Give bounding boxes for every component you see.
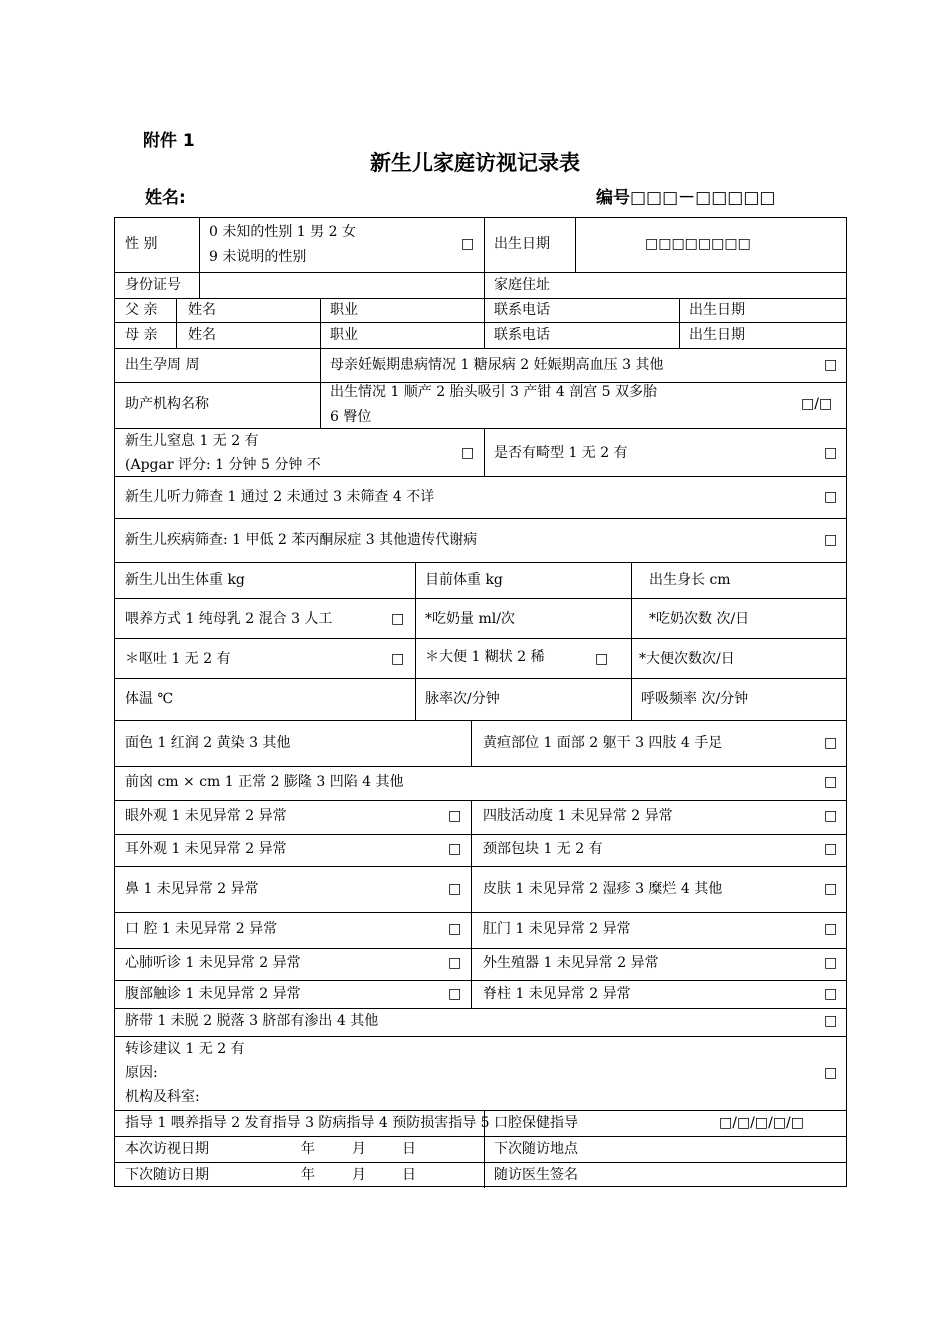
- deformity-checkbox[interactable]: □: [824, 445, 838, 461]
- birth-weight-label: 新生儿出生体重 kg: [125, 572, 245, 588]
- milk-times-label: *吃奶次数 次/日: [649, 611, 750, 627]
- feeding-label: 喂养方式 1 纯母乳 2 混合 3 人工: [125, 611, 333, 627]
- mouth-label: 口 腔 1 未见异常 2 异常: [125, 921, 278, 937]
- father-label: 父 亲: [125, 302, 158, 318]
- limbs-checkbox[interactable]: □: [824, 808, 838, 824]
- skin-checkbox[interactable]: □: [824, 881, 838, 897]
- complexion-label: 面色 1 红润 2 黄染 3 其他: [125, 735, 291, 751]
- mother-name: 姓名: [188, 327, 216, 343]
- genitals-checkbox[interactable]: □: [824, 955, 838, 971]
- maternal-disease-checkbox[interactable]: □: [824, 357, 838, 373]
- maternal-disease: 母亲妊娠期患病情况 1 糖尿病 2 妊娠期高血压 3 其他: [330, 357, 664, 373]
- next-place-label: 下次随访地点: [494, 1141, 578, 1157]
- gender-options-2: 9 未说明的性别: [209, 249, 307, 265]
- vomit-label: ＊呕吐 1 无 2 有: [125, 651, 231, 667]
- next-day: 日: [402, 1167, 416, 1183]
- birth-length-label: 出生身长 cm: [649, 572, 731, 588]
- birth-date-boxes[interactable]: □□□□□□□□: [645, 236, 751, 252]
- visit-day: 日: [402, 1141, 416, 1157]
- doctor-sign-label: 随访医生签名: [494, 1167, 578, 1183]
- next-year: 年: [301, 1167, 315, 1183]
- gender-checkbox[interactable]: □: [461, 236, 475, 252]
- heart-lung-label: 心肺听诊 1 未见异常 2 异常: [125, 955, 301, 971]
- jaundice-label: 黄疸部位 1 面部 2 躯干 3 四肢 4 手足: [483, 735, 723, 751]
- attachment-label: 附件 1: [143, 131, 195, 151]
- neck-checkbox[interactable]: □: [824, 841, 838, 857]
- birth-date-label: 出生日期: [494, 236, 550, 252]
- gender-label: 性 别: [125, 236, 158, 252]
- neck-label: 颈部包块 1 无 2 有: [483, 841, 603, 857]
- father-name: 姓名: [188, 302, 216, 318]
- birth-condition: 出生情况 1 顺产 2 胎头吸引 3 产钳 4 剖宫 5 双多胎: [330, 384, 658, 400]
- disease-screen-checkbox[interactable]: □: [824, 532, 838, 548]
- name-label: 姓名:: [145, 188, 186, 208]
- mother-label: 母 亲: [125, 327, 158, 343]
- stool-label: ＊大便 1 糊状 2 稀: [425, 649, 545, 665]
- jaundice-checkbox[interactable]: □: [824, 735, 838, 751]
- skin-label: 皮肤 1 未见异常 2 湿疹 3 糜烂 4 其他: [483, 881, 723, 897]
- heart-lung-checkbox[interactable]: □: [448, 955, 462, 971]
- father-birth: 出生日期: [689, 302, 745, 318]
- id-label: 身份证号: [125, 277, 181, 293]
- mother-birth: 出生日期: [689, 327, 745, 343]
- nose-checkbox[interactable]: □: [448, 881, 462, 897]
- visit-month: 月: [352, 1141, 366, 1157]
- ear-label: 耳外观 1 未见异常 2 异常: [125, 841, 287, 857]
- abdomen-label: 腹部触诊 1 未见异常 2 异常: [125, 986, 301, 1002]
- birth-condition-checkbox[interactable]: □/□: [801, 396, 833, 412]
- referral-institution: 机构及科室:: [125, 1089, 200, 1105]
- next-month: 月: [352, 1167, 366, 1183]
- visit-date-label: 本次访视日期: [125, 1141, 209, 1157]
- referral-label: 转诊建议 1 无 2 有: [125, 1041, 245, 1057]
- umbilical-label: 脐带 1 未脱 2 脱落 3 脐部有渗出 4 其他: [125, 1013, 379, 1029]
- respiration-label: 呼吸频率 次/分钟: [641, 691, 749, 707]
- address-label: 家庭住址: [494, 277, 550, 293]
- anus-checkbox[interactable]: □: [824, 921, 838, 937]
- umbilical-checkbox[interactable]: □: [824, 1013, 838, 1029]
- mother-phone: 联系电话: [494, 327, 550, 343]
- asphyxia-checkbox[interactable]: □: [461, 445, 475, 461]
- apgar-score: (Apgar 评分: 1 分钟 5 分钟 不: [125, 457, 321, 473]
- milk-amount-label: *吃奶量 ml/次: [425, 611, 515, 627]
- father-phone: 联系电话: [494, 302, 550, 318]
- limbs-label: 四肢活动度 1 未见异常 2 异常: [483, 808, 673, 824]
- page-title: 新生儿家庭访视记录表: [370, 151, 580, 175]
- temperature-label: 体温 ℃: [125, 691, 174, 707]
- referral-checkbox[interactable]: □: [824, 1065, 838, 1081]
- gestation-label: 出生孕周 周: [125, 357, 200, 373]
- gender-options: 0 未知的性别 1 男 2 女: [209, 224, 356, 240]
- guidance-label: 指导 1 喂养指导 2 发育指导 3 防病指导 4 预防损害指导 5 口腔保健指导: [125, 1115, 579, 1131]
- deformity-label: 是否有畸型 1 无 2 有: [494, 445, 628, 461]
- visit-record-table: [114, 217, 847, 1187]
- spine-label: 脊柱 1 未见异常 2 异常: [483, 986, 631, 1002]
- current-weight-label: 目前体重 kg: [425, 572, 503, 588]
- midwife-label: 助产机构名称: [125, 396, 209, 412]
- referral-reason: 原因:: [125, 1065, 158, 1081]
- spine-checkbox[interactable]: □: [824, 986, 838, 1002]
- feeding-checkbox[interactable]: □: [391, 611, 405, 627]
- hearing-label: 新生儿听力筛查 1 通过 2 未通过 3 未筛查 4 不详: [125, 489, 435, 505]
- hearing-checkbox[interactable]: □: [824, 489, 838, 505]
- disease-screen-label: 新生儿疾病筛查: 1 甲低 2 苯丙酮尿症 3 其他遗传代谢病: [125, 532, 478, 548]
- eye-checkbox[interactable]: □: [448, 808, 462, 824]
- mother-job: 职业: [330, 327, 358, 343]
- fontanel-label: 前囟 cm × cm 1 正常 2 膨隆 3 凹陷 4 其他: [125, 774, 404, 790]
- father-job: 职业: [330, 302, 358, 318]
- mouth-checkbox[interactable]: □: [448, 921, 462, 937]
- nose-label: 鼻 1 未见异常 2 异常: [125, 881, 259, 897]
- stool-checkbox[interactable]: □: [595, 651, 609, 667]
- asphyxia-label: 新生儿窒息 1 无 2 有: [125, 433, 259, 449]
- fontanel-checkbox[interactable]: □: [824, 774, 838, 790]
- vomit-checkbox[interactable]: □: [391, 651, 405, 667]
- visit-year: 年: [301, 1141, 315, 1157]
- number-label: 编号□□□－□□□□□: [596, 188, 776, 208]
- ear-checkbox[interactable]: □: [448, 841, 462, 857]
- stool-times-label: *大便次数次/日: [639, 651, 735, 667]
- eye-label: 眼外观 1 未见异常 2 异常: [125, 808, 287, 824]
- pulse-label: 脉率次/分钟: [425, 691, 500, 707]
- next-date-label: 下次随访日期: [125, 1167, 209, 1183]
- guidance-checkboxes[interactable]: □/□/□/□/□: [719, 1115, 805, 1131]
- abdomen-checkbox[interactable]: □: [448, 986, 462, 1002]
- anus-label: 肛门 1 未见异常 2 异常: [483, 921, 631, 937]
- genitals-label: 外生殖器 1 未见异常 2 异常: [483, 955, 659, 971]
- birth-condition-2: 6 臀位: [330, 409, 372, 425]
